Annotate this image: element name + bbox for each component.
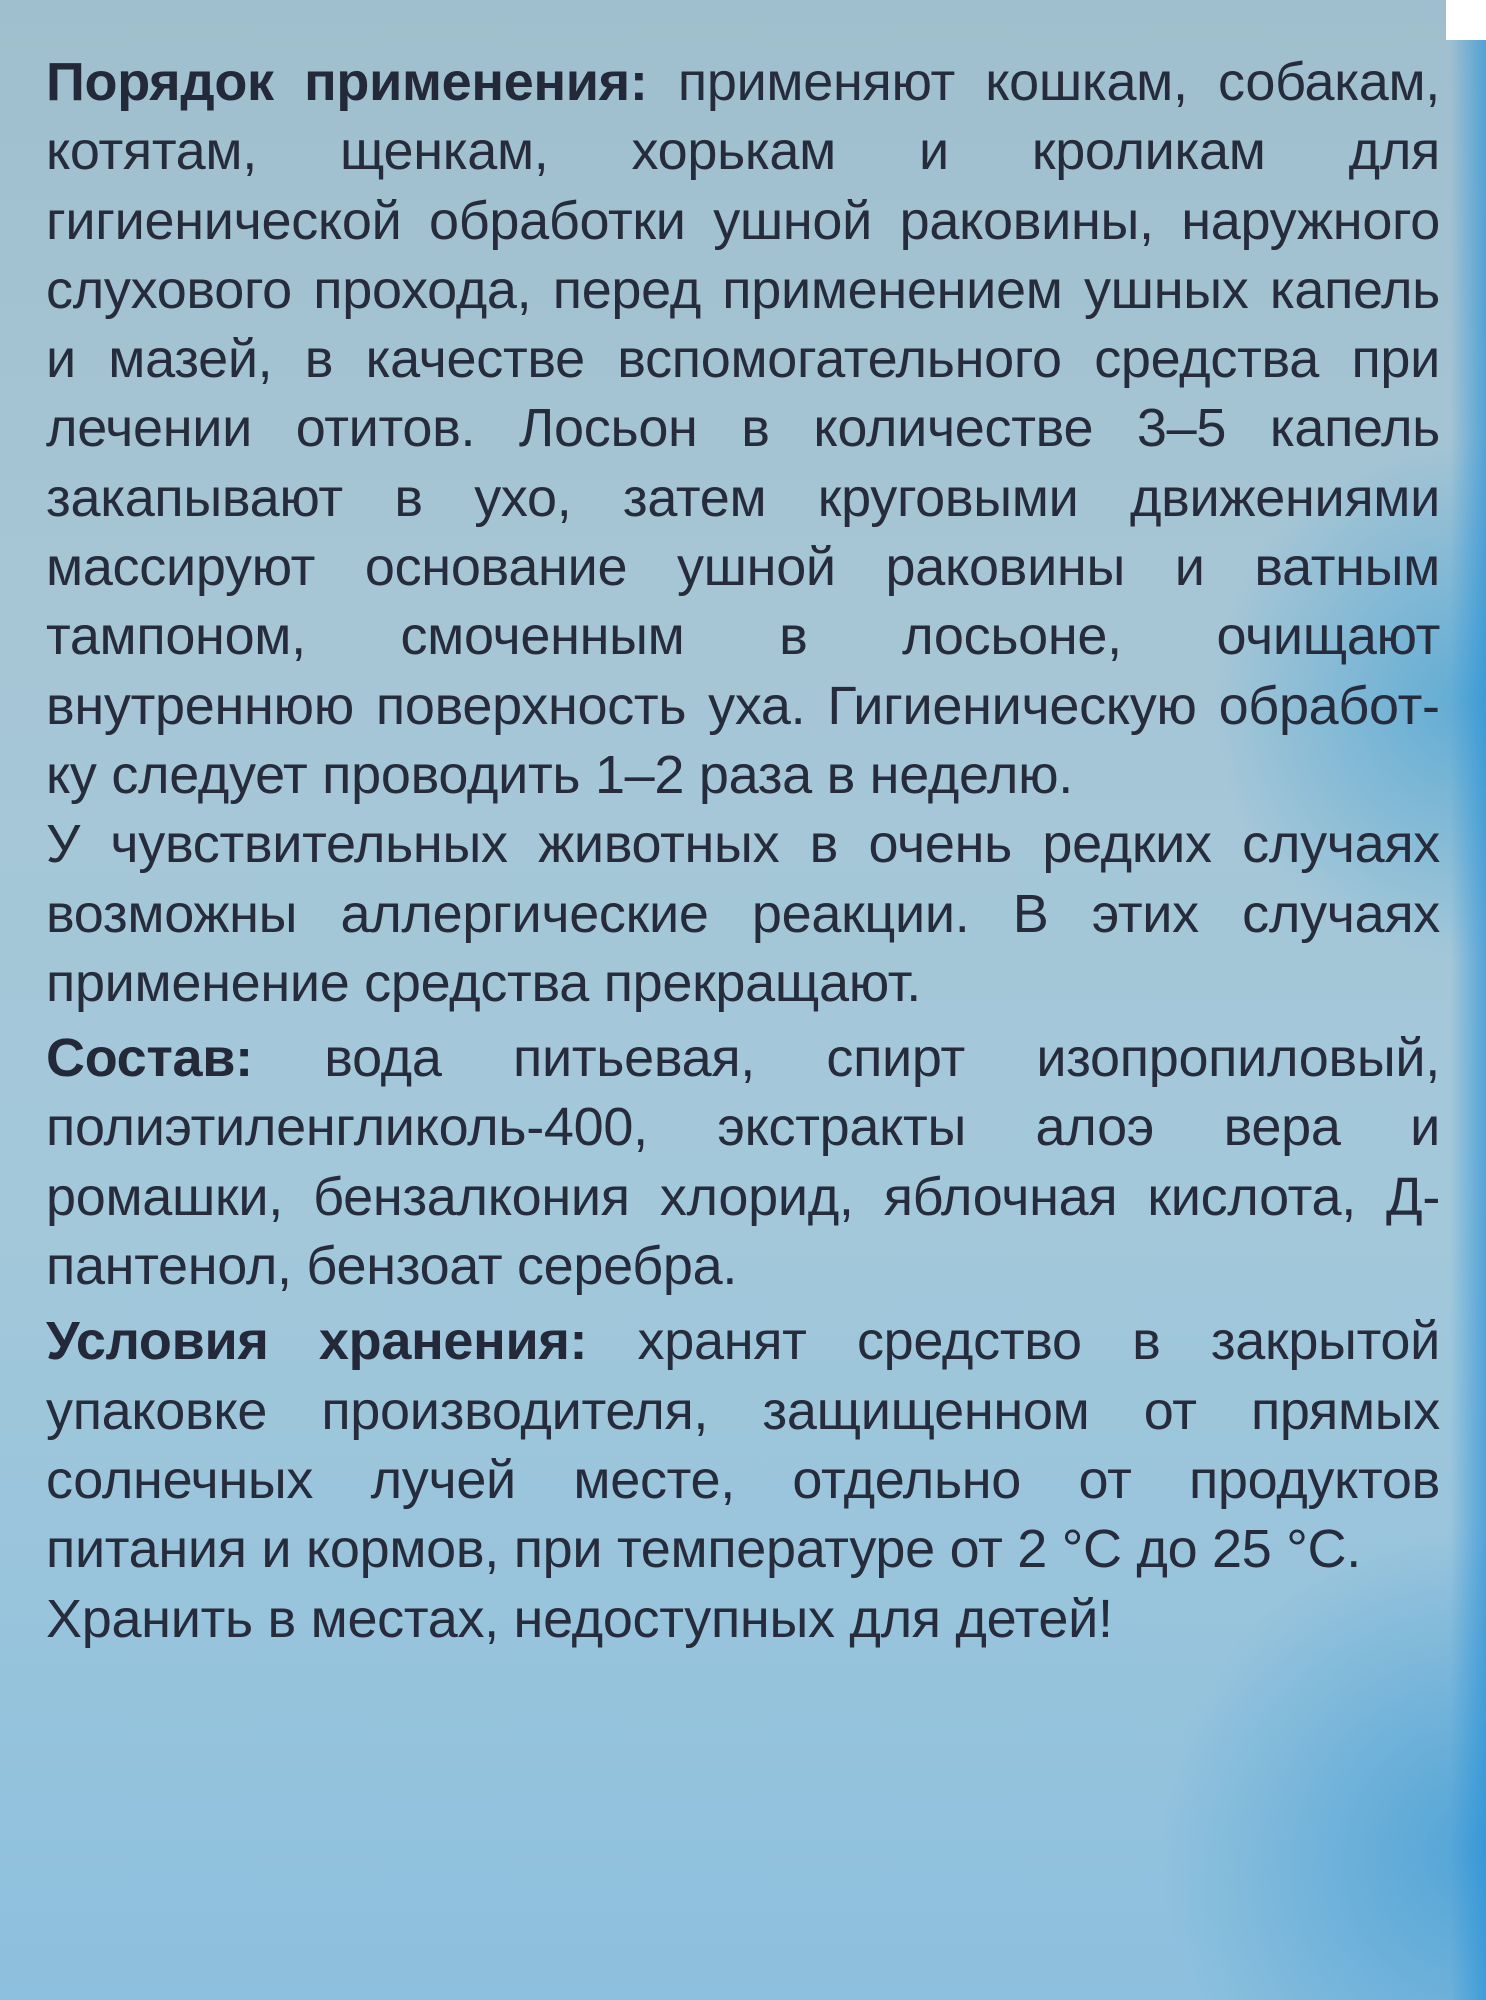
children-warning — [46, 1585, 1440, 1654]
allergy-text: У чувствительных животных в очень редких случаях возможны аллергические реакции. В этих случаях применение средства прекращают. — [46, 814, 1440, 1013]
storage-heading: Условия хранения: — [46, 1311, 588, 1372]
usage-heading: Порядок применения: — [46, 52, 648, 112]
composition-heading: Состав: — [46, 1028, 253, 1089]
children-warning-text: Хранить в местах, недоступных для детей! — [46, 1588, 1113, 1649]
composition-text: вода питьевая, спирт изопропиловый, полиэтиленгликоль-400, экстракты алоэ вера и ромашки, бензалкония хлорид, яблочная кислота, Д-пантенол, бензоат серебра. — [46, 1028, 1440, 1297]
blue-edge-gradient — [1450, 0, 1486, 2000]
allergy-section — [46, 810, 1440, 1018]
storage-text: хранят средство в закрытой упаковке производителя, защищенном от прямых солнечных лучей месте, отдельно от продуктов питания и кормов, при температуре от 2 °С до 25 °С. — [46, 1311, 1440, 1580]
storage-section — [46, 1307, 1440, 1584]
usage-section — [46, 48, 1440, 810]
usage-text: применяют кошкам, собакам, котятам, щенкам, хорькам и кроликам для гигиенической обработки ушной раковины, наружного слухового прохода, перед применением ушных капель и мазей, в качестве вспомогательного средства при лечении отитов. Лосьон в количестве 3–5 капель закапывают в ухо, затем круговыми движениями массируют основание ушной раковины и ватным тампоном, смоченным в лосьоне, очищают внутреннюю поверхность уха. Гигиеническую обработку следует проводить 1–2 раза в неделю. — [46, 52, 1440, 805]
composition-section — [46, 1024, 1440, 1301]
white-corner — [1446, 0, 1486, 40]
